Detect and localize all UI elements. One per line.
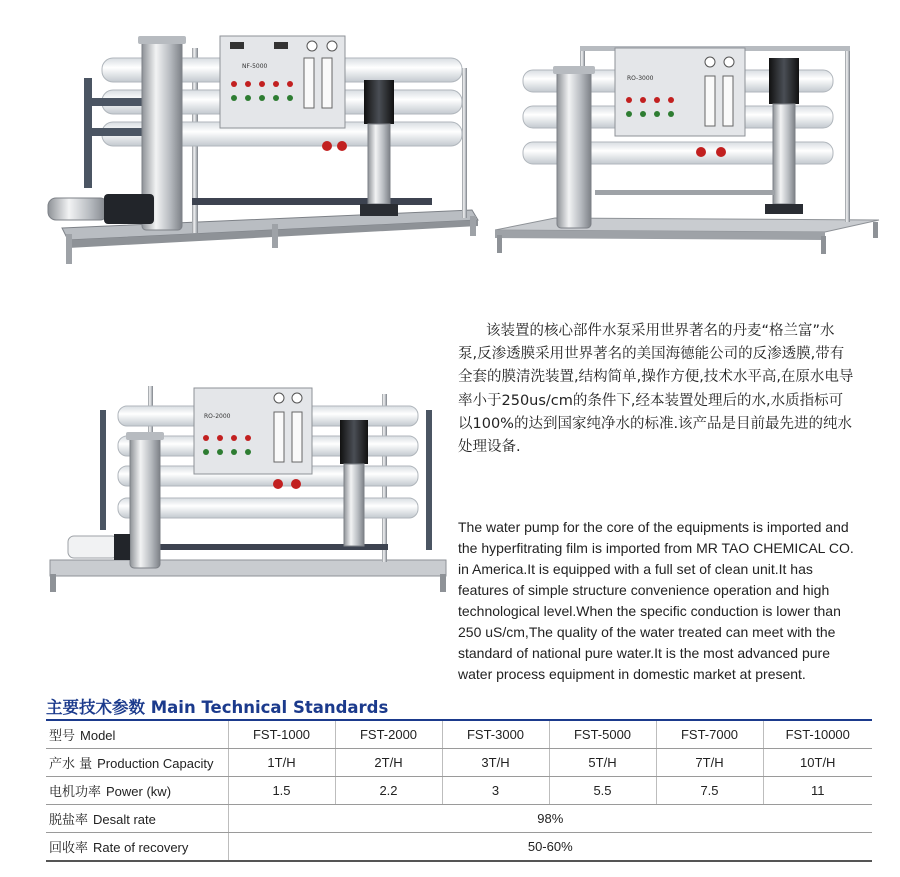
table-row-capacity: [46, 749, 872, 777]
ro-machine-image-3: [48, 380, 448, 592]
table-cell: 10T/H: [763, 749, 872, 777]
table-cell: 3T/H: [442, 749, 549, 777]
label-en: Model: [80, 728, 116, 743]
ro-machine-image-2: [495, 40, 880, 255]
description-chinese: [458, 320, 878, 459]
table-cell: 7.5: [656, 777, 763, 805]
table-cell: 11: [763, 777, 872, 805]
row-label: [46, 805, 228, 833]
label-cn: 产水 量: [49, 757, 93, 772]
table-cell-merged: 98%: [228, 805, 872, 833]
table-row-desalt: [46, 805, 872, 833]
table-cell: FST-2000: [335, 720, 442, 749]
label-en: Power (kw): [106, 784, 172, 799]
label-en: Desalt rate: [93, 812, 156, 827]
en-line: water process equipment in domestic market at present.: [458, 666, 806, 682]
table-cell: 2T/H: [335, 749, 442, 777]
table-cell: FST-1000: [228, 720, 335, 749]
table-cell: 2.2: [335, 777, 442, 805]
cn-line: 该装置的核心部件水泵采用世界著名的丹麦“格兰富”水: [486, 323, 835, 339]
en-line: 250 uS/cm,The quality of the water treated can meet with the: [458, 624, 836, 640]
ro-machine-image-1: [42, 28, 482, 268]
cn-line: 处理设备.: [458, 439, 521, 456]
table-cell: 7T/H: [656, 749, 763, 777]
table-row-recovery: [46, 833, 872, 862]
label-en: Rate of recovery: [93, 840, 189, 855]
label-en: Production Capacity: [97, 756, 214, 771]
en-line: technological level.When the specific conduction is lower than: [458, 603, 841, 619]
row-label: [46, 833, 228, 862]
table-cell: FST-3000: [442, 720, 549, 749]
table-cell: 5T/H: [549, 749, 656, 777]
en-line: features of simple structure convenience operation and high: [458, 582, 830, 598]
en-line: The water pump for the core of the equipments is imported and: [458, 519, 849, 535]
table-cell: FST-5000: [549, 720, 656, 749]
table-cell: FST-7000: [656, 720, 763, 749]
en-line: standard of national pure water.It is the most advanced pure: [458, 645, 831, 661]
technical-standards-title: 主要技术参数 Main Technical Standards: [46, 698, 389, 717]
table-cell: 3: [442, 777, 549, 805]
cn-line: 率小于250us/cm的条件下,经本装置处理后的水,水质指标可: [458, 392, 844, 409]
machine-1-label: NF-5000: [242, 63, 268, 70]
cn-line: 全套的膜清洗装置,结构简单,操作方便,技术水平高,在原水电导: [458, 369, 854, 386]
label-cn: 型号: [49, 729, 76, 744]
description-english: [458, 517, 871, 685]
table-cell: 1T/H: [228, 749, 335, 777]
table-cell-merged: 50-60%: [228, 833, 872, 862]
label-cn: 脱盐率: [49, 813, 89, 828]
en-line: the hyperfitrating film is imported from MR TAO CHEMICAL CO.: [458, 540, 854, 556]
label-cn: 回收率: [49, 841, 89, 856]
row-label: [46, 749, 228, 777]
table-cell: 5.5: [549, 777, 656, 805]
table-row-power: [46, 777, 872, 805]
cn-line: 以100%的达到国家纯净水的标准.该产品是目前最先进的纯水: [458, 415, 853, 432]
en-line: in America.It is equipped with a full set of clean unit.It has: [458, 561, 813, 577]
table-cell: 1.5: [228, 777, 335, 805]
technical-standards-table: [46, 719, 872, 862]
label-cn: 电机功率: [49, 785, 102, 800]
cn-line: 泵,反渗透膜采用世界著名的美国海德能公司的反渗透膜,带有: [458, 346, 845, 363]
table-row-model: [46, 720, 872, 749]
machine-3-label: RO-2000: [204, 413, 231, 420]
row-label: [46, 777, 228, 805]
table-cell: FST-10000: [763, 720, 872, 749]
machine-2-label: RO-3000: [627, 75, 654, 82]
row-label: [46, 720, 228, 749]
